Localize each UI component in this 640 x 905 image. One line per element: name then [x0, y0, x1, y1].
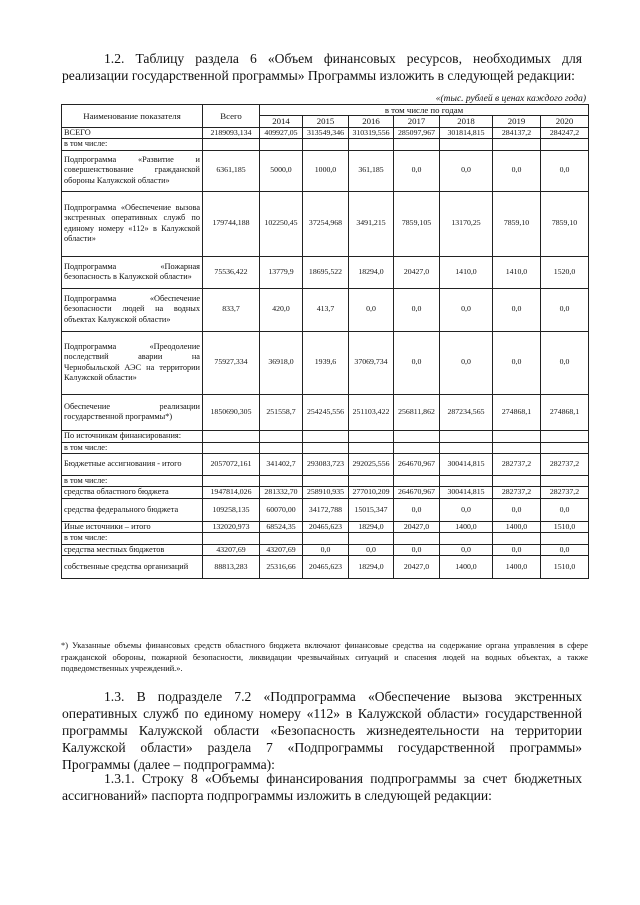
year-value-cell: 274868,1 [541, 394, 589, 430]
empty-cell [493, 430, 541, 442]
empty-cell [260, 430, 303, 442]
section-1-3-1-paragraph: 1.3.1. Строку 8 «Объемы финансирования подпрограммы за счет бюджетных ассигнований» паспорта подпрограммы изложить в следующей редакции: [62, 771, 582, 803]
empty-cell [394, 533, 440, 544]
year-value-cell: 0,0 [493, 288, 541, 331]
header-year: 2018 [440, 116, 493, 127]
empty-cell [493, 442, 541, 453]
empty-cell [541, 139, 589, 150]
year-value-cell: 264670,967 [394, 454, 440, 476]
header-year: 2016 [349, 116, 394, 127]
year-value-cell: 0,0 [394, 288, 440, 331]
empty-cell [303, 476, 349, 487]
year-value-cell: 256811,862 [394, 394, 440, 430]
year-value-cell: 60070,00 [260, 498, 303, 521]
total-value-cell: 1850690,305 [203, 394, 260, 430]
empty-cell [260, 442, 303, 453]
year-value-cell: 20427,0 [394, 556, 440, 579]
year-value-cell: 0,0 [541, 288, 589, 331]
table-row [62, 288, 589, 331]
year-value-cell: 310319,556 [349, 127, 394, 138]
year-value-cell: 0,0 [440, 544, 493, 555]
empty-cell [260, 476, 303, 487]
table-subheading-row [62, 442, 589, 453]
year-value-cell: 0,0 [394, 498, 440, 521]
header-year: 2017 [394, 116, 440, 127]
empty-cell [303, 430, 349, 442]
table-row [62, 487, 589, 498]
row-name-cell: Подпрограмма «Развитие и совершенствование гражданской обороны Калужской области» [62, 150, 203, 191]
year-value-cell: 251103,422 [349, 394, 394, 430]
year-value-cell: 1400,0 [493, 556, 541, 579]
year-value-cell: 420,0 [260, 288, 303, 331]
year-value-cell: 37069,734 [349, 331, 394, 394]
year-value-cell: 1510,0 [541, 556, 589, 579]
total-value-cell: 1947814,026 [203, 487, 260, 498]
year-value-cell: 20427,0 [394, 256, 440, 288]
year-value-cell: 0,0 [303, 544, 349, 555]
year-value-cell: 300414,815 [440, 487, 493, 498]
year-value-cell: 18294,0 [349, 556, 394, 579]
year-value-cell: 293083,723 [303, 454, 349, 476]
empty-cell [349, 476, 394, 487]
year-value-cell: 34172,788 [303, 498, 349, 521]
empty-cell [349, 533, 394, 544]
empty-cell [541, 533, 589, 544]
empty-cell [203, 442, 260, 453]
year-value-cell: 20465,623 [303, 521, 349, 532]
empty-cell [493, 533, 541, 544]
row-name-cell: средства местных бюджетов [62, 544, 203, 555]
year-value-cell: 285097,967 [394, 127, 440, 138]
year-value-cell: 43207,69 [260, 544, 303, 555]
header-by-years: в том числе по годам [260, 105, 589, 116]
year-value-cell: 18294,0 [349, 521, 394, 532]
row-name-cell: средства областного бюджета [62, 487, 203, 498]
year-value-cell: 264670,967 [394, 487, 440, 498]
empty-cell [394, 139, 440, 150]
row-name-cell: в том числе: [62, 533, 203, 544]
year-value-cell: 3491,215 [349, 191, 394, 256]
year-value-cell: 274868,1 [493, 394, 541, 430]
table-row [62, 454, 589, 476]
year-value-cell: 361,185 [349, 150, 394, 191]
year-value-cell: 0,0 [440, 150, 493, 191]
year-value-cell: 36918,0 [260, 331, 303, 394]
row-name-cell: в том числе: [62, 442, 203, 453]
empty-cell [260, 139, 303, 150]
year-value-cell: 277010,209 [349, 487, 394, 498]
year-value-cell: 282737,2 [541, 487, 589, 498]
year-value-cell: 13170,25 [440, 191, 493, 256]
row-name-cell: средства федерального бюджета [62, 498, 203, 521]
year-value-cell: 282737,2 [493, 487, 541, 498]
year-value-cell: 1410,0 [440, 256, 493, 288]
total-value-cell: 88813,283 [203, 556, 260, 579]
year-value-cell: 20465,623 [303, 556, 349, 579]
empty-cell [303, 139, 349, 150]
table-row [62, 544, 589, 555]
section-1-3-paragraph: 1.3. В подразделе 7.2 «Подпрограмма «Обеспечение вызова экстренных оперативных служб по единому номеру «112» в Калужской области» государственной программы Калужской области «Безопасность жизнедеятельности на территории Калужской области» раздела 7 «Подпрограммы государственной программы» Программы (далее – подпрограмма): [62, 689, 582, 772]
year-value-cell: 413,7 [303, 288, 349, 331]
year-value-cell: 282737,2 [493, 454, 541, 476]
year-value-cell: 102250,45 [260, 191, 303, 256]
empty-cell [203, 476, 260, 487]
row-name-cell: Обеспечение реализации государственной программы*) [62, 394, 203, 430]
year-value-cell: 258910,935 [303, 487, 349, 498]
empty-cell [440, 533, 493, 544]
empty-cell [394, 442, 440, 453]
total-value-cell: 2057072,161 [203, 454, 260, 476]
empty-cell [260, 533, 303, 544]
year-value-cell: 301814,815 [440, 127, 493, 138]
empty-cell [440, 442, 493, 453]
total-value-cell: 2189093,134 [203, 127, 260, 138]
year-value-cell: 341402,7 [260, 454, 303, 476]
year-value-cell: 1400,0 [493, 521, 541, 532]
empty-cell [493, 139, 541, 150]
total-value-cell: 75927,334 [203, 331, 260, 394]
empty-cell [303, 533, 349, 544]
year-value-cell: 1510,0 [541, 521, 589, 532]
empty-cell [541, 476, 589, 487]
year-value-cell: 0,0 [541, 331, 589, 394]
row-name-cell: Бюджетные ассигнования - итого [62, 454, 203, 476]
year-value-cell: 284137,2 [493, 127, 541, 138]
year-value-cell: 0,0 [493, 498, 541, 521]
year-value-cell: 0,0 [493, 331, 541, 394]
year-value-cell: 0,0 [394, 150, 440, 191]
year-value-cell: 313549,346 [303, 127, 349, 138]
empty-cell [349, 430, 394, 442]
year-value-cell: 1410,0 [493, 256, 541, 288]
year-value-cell: 0,0 [493, 150, 541, 191]
year-value-cell: 0,0 [349, 544, 394, 555]
empty-cell [541, 430, 589, 442]
year-value-cell: 68524,35 [260, 521, 303, 532]
total-value-cell: 75536,422 [203, 256, 260, 288]
empty-cell [394, 430, 440, 442]
year-value-cell: 300414,815 [440, 454, 493, 476]
header-year: 2020 [541, 116, 589, 127]
empty-cell [203, 139, 260, 150]
year-value-cell: 7859,105 [394, 191, 440, 256]
year-value-cell: 1400,0 [440, 556, 493, 579]
header-total: Всего [203, 105, 260, 128]
year-value-cell: 15015,347 [349, 498, 394, 521]
year-value-cell: 0,0 [440, 331, 493, 394]
year-value-cell: 5000,0 [260, 150, 303, 191]
empty-cell [493, 476, 541, 487]
total-value-cell: 132020,973 [203, 521, 260, 532]
row-name-cell: Подпрограмма «Обеспечение вызова экстренных оперативных служб по единому номеру «112» в Калужской области» [62, 191, 203, 256]
empty-cell [203, 533, 260, 544]
total-value-cell: 6361,185 [203, 150, 260, 191]
year-value-cell: 25316,66 [260, 556, 303, 579]
table-row [62, 256, 589, 288]
year-value-cell: 292025,556 [349, 454, 394, 476]
year-value-cell: 1520,0 [541, 256, 589, 288]
year-value-cell: 287234,565 [440, 394, 493, 430]
table-row [62, 191, 589, 256]
table-subheading-row [62, 533, 589, 544]
year-value-cell: 409927,05 [260, 127, 303, 138]
year-value-cell: 1939,6 [303, 331, 349, 394]
table-subheading-row [62, 430, 589, 442]
year-value-cell: 18695,522 [303, 256, 349, 288]
year-value-cell: 1400,0 [440, 521, 493, 532]
year-value-cell: 284247,2 [541, 127, 589, 138]
empty-cell [394, 476, 440, 487]
total-value-cell: 179744,188 [203, 191, 260, 256]
intro-paragraph: 1.2. Таблицу раздела 6 «Объем финансовых ресурсов, необходимых для реализации государственной программы» Программы изложить в следующей редакции: [62, 51, 582, 83]
year-value-cell: 0,0 [394, 331, 440, 394]
table-row [62, 521, 589, 532]
year-value-cell: 0,0 [541, 498, 589, 521]
row-name-cell: По источникам финансирования: [62, 430, 203, 442]
year-value-cell: 37254,968 [303, 191, 349, 256]
year-value-cell: 0,0 [493, 544, 541, 555]
row-name-cell: Подпрограмма «Пожарная безопасность в Калужской области» [62, 256, 203, 288]
table-row [62, 556, 589, 579]
header-indicator-name: Наименование показателя [62, 105, 203, 128]
year-value-cell: 1000,0 [303, 150, 349, 191]
empty-cell [349, 139, 394, 150]
year-value-cell: 282737,2 [541, 454, 589, 476]
empty-cell [203, 430, 260, 442]
total-value-cell: 43207,69 [203, 544, 260, 555]
total-value-cell: 833,7 [203, 288, 260, 331]
row-name-cell: собственные средства организаций [62, 556, 203, 579]
table-row [62, 394, 589, 430]
year-value-cell: 0,0 [440, 498, 493, 521]
year-value-cell: 0,0 [440, 288, 493, 331]
year-value-cell: 18294,0 [349, 256, 394, 288]
header-year: 2019 [493, 116, 541, 127]
row-name-cell: Иные источники – итого [62, 521, 203, 532]
header-year: 2015 [303, 116, 349, 127]
table-subheading-row [62, 139, 589, 150]
year-value-cell: 0,0 [541, 544, 589, 555]
table-row [62, 150, 589, 191]
row-name-cell: Подпрограмма «Преодоление последствий аварии на Чернобыльской АЭС на территории Калужской области» [62, 331, 203, 394]
empty-cell [349, 442, 394, 453]
total-value-cell: 109258,135 [203, 498, 260, 521]
year-value-cell: 0,0 [541, 150, 589, 191]
year-value-cell: 251558,7 [260, 394, 303, 430]
financial-resources-table [61, 104, 589, 579]
year-value-cell: 20427,0 [394, 521, 440, 532]
empty-cell [440, 430, 493, 442]
units-note: «(тыс. рублей в ценах каждого года) [435, 94, 586, 104]
empty-cell [440, 476, 493, 487]
row-name-cell: в том числе: [62, 476, 203, 487]
table-body [62, 127, 589, 578]
table-row [62, 331, 589, 394]
header-year: 2014 [260, 116, 303, 127]
year-value-cell: 0,0 [394, 544, 440, 555]
year-value-cell: 7859,10 [493, 191, 541, 256]
year-value-cell: 7859,10 [541, 191, 589, 256]
row-name-cell: ВСЕГО [62, 127, 203, 138]
empty-cell [440, 139, 493, 150]
year-value-cell: 0,0 [349, 288, 394, 331]
table-row [62, 498, 589, 521]
table-footnote: *) Указанные объемы финансовых средств областного бюджета включают финансовые средства на содержание органа управления в сфере гражданской обороны, пожарной безопасности, ликвидации чрезвычайных ситуаций и спасения людей на водных объектах, а также подведомственных учреждений.». [61, 641, 588, 673]
year-value-cell: 281332,70 [260, 487, 303, 498]
table-subheading-row [62, 476, 589, 487]
empty-cell [303, 442, 349, 453]
year-value-cell: 254245,556 [303, 394, 349, 430]
row-name-cell: Подпрограмма «Обеспечение безопасности людей на водных объектах Калужской области» [62, 288, 203, 331]
year-value-cell: 13779,9 [260, 256, 303, 288]
empty-cell [541, 442, 589, 453]
table-row [62, 127, 589, 138]
row-name-cell: в том числе: [62, 139, 203, 150]
